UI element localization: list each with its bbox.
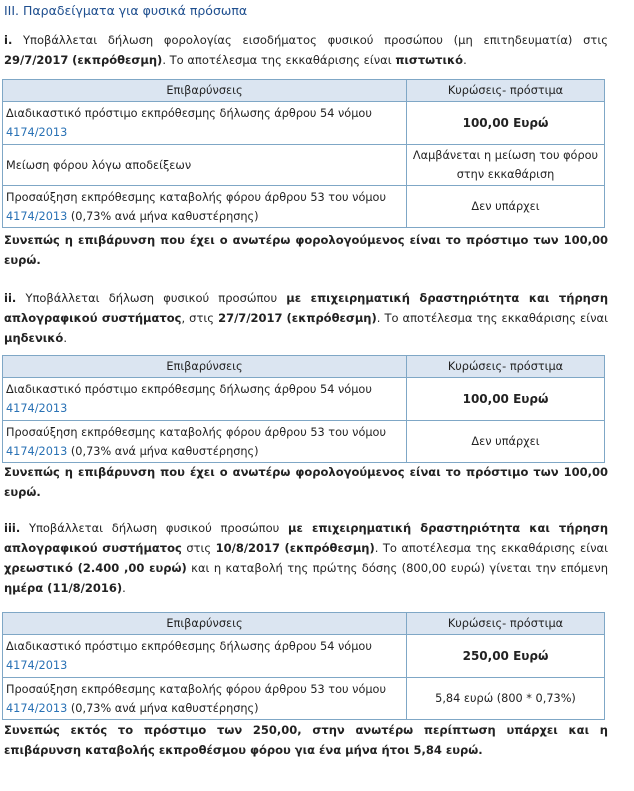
paragraph-text: στις [181,541,216,555]
paragraph-text: . [63,331,67,345]
submission-date: 10/8/2017 [215,541,281,555]
table-row [3,145,605,186]
paragraph-text: Υποβάλλεται δήλωση φυσικού προσώπου [20,521,289,535]
penalty-cell: Λαμβάνεται η μείωση του φόρου στην εκκαθάριση [407,145,605,186]
table-row [3,186,605,228]
example-2-paragraph [4,288,608,348]
next-day-label: ημέρα (11/8/2016) [4,581,123,595]
charge-text-suffix: (0,73% ανά μήνα καθυστέρησης) [67,209,259,223]
example-3-paragraph [4,518,608,598]
table-row [3,678,605,720]
charge-text-suffix: (0,73% ανά μήνα καθυστέρησης) [67,444,259,458]
paragraph-text: , στις [181,311,219,325]
result-label: μηδενικό [4,331,64,345]
result-label: πιστωτικό [395,53,464,67]
table-row [3,421,605,463]
charge-text: Διαδικαστικό πρόστιμο εκπρόθεσμης δήλωσης άρθρου 54 νόμου [6,640,372,653]
late-label: (εκπρόθεσμη) [286,311,377,325]
charge-cell [3,378,407,421]
law-link[interactable]: 4174/2013 [6,444,68,458]
example-1-paragraph [4,30,608,70]
charge-cell [3,186,407,228]
law-link[interactable]: 4174/2013 [6,402,68,415]
penalties-table-1 [2,79,605,228]
paragraph-text: και η καταβολή της πρώτης δόσης (800,00 ευρώ) γίνεται την επόμενη [186,561,608,575]
charge-cell [3,678,407,720]
penalty-cell: 100,00 Ευρώ [407,378,605,421]
paragraph-text: . Το αποτέλεσμα της εκκαθάρισης είναι [376,311,608,325]
paragraph-text: . Το αποτέλεσμα της εκκαθάρισης είναι [162,53,396,67]
charge-text: Διαδικαστικό πρόστιμο εκπρόθεσμης δήλωσης άρθρου 54 νόμου [6,107,372,120]
section-heading: ΙΙΙ. Παραδείγματα για φυσικά πρόσωπα [4,3,248,18]
header-penalties: Κυρώσεις- πρόστιμα [407,356,605,378]
penalties-table-3 [2,612,605,720]
header-charges: Επιβαρύνσεις [3,80,407,102]
submission-date: 29/7/2017 [4,53,69,67]
table-row [3,635,605,678]
example-2-conclusion: Συνεπώς η επιβάρυνση που έχει ο ανωτέρω φορολογούμενος είναι το πρόστιμο των 100,00 ευρώ. [4,465,608,499]
law-link[interactable]: 4174/2013 [6,701,68,715]
paragraph-text: Υποβάλλεται δήλωση φυσικού προσώπου [16,291,287,305]
activity-label: με επιχειρηματική δραστηριότητα και τήρηση απλογραφικού συστήματος [4,521,609,555]
submission-date: 27/7/2017 [218,311,283,325]
charge-text: Διαδικαστικό πρόστιμο εκπρόθεσμης δήλωσης άρθρου 54 νόμου [6,383,372,396]
late-label: (εκπρόθεσμη) [72,53,163,67]
charge-text: Προσαύξηση εκπρόθεσμης καταβολής φόρου άρθρου 53 του νόμου [6,682,387,696]
charge-cell [3,421,407,463]
example-number: iii. [4,521,21,535]
paragraph-text: . [463,53,467,67]
charge-text: Προσαύξηση εκπρόθεσμης καταβολής φόρου άρθρου 53 του νόμου [6,425,387,439]
penalty-cell: 5,84 ευρώ (800 * 0,73%) [407,678,605,720]
example-3-conclusion: Συνεπώς εκτός το πρόστιμο των 250,00, στην ανωτέρω περίπτωση υπάρχει και η επιβάρυνση καταβολής εκπροθέσμου φόρου για ένα μήνα ήτοι 5,84 ευρώ. [4,723,608,757]
table-header-row [3,356,605,378]
charge-text: Προσαύξηση εκπρόθεσμης καταβολής φόρου άρθρου 53 του νόμου [6,190,387,204]
penalty-cell: 250,00 Ευρώ [407,635,605,678]
activity-label: με επιχειρηματική δραστηριότητα και τήρηση απλογραφικού συστήματος [4,291,609,325]
table-header-row [3,80,605,102]
paragraph-text: Υποβάλλεται δήλωση φορολογίας εισοδήματος φυσικού προσώπου (μη επιτηδευματία) στις [12,33,608,47]
charge-text-suffix: (0,73% ανά μήνα καθυστέρησης) [67,701,259,715]
charge-text: Μείωση φόρου λόγω αποδείξεων [6,158,192,172]
penalties-table-2 [2,355,605,463]
penalty-cell: 100,00 Ευρώ [407,102,605,145]
header-penalties: Κυρώσεις- πρόστιμα [407,613,605,635]
header-charges: Επιβαρύνσεις [3,613,407,635]
charge-cell [3,145,407,186]
penalty-cell: Δεν υπάρχει [407,421,605,463]
table-header-row [3,613,605,635]
table-row [3,378,605,421]
result-label: χρεωστικό (2.400 ,00 ευρώ) [4,561,187,575]
header-charges: Επιβαρύνσεις [3,356,407,378]
law-link[interactable]: 4174/2013 [6,126,68,139]
law-link[interactable]: 4174/2013 [6,209,68,223]
charge-cell [3,102,407,145]
example-number: i. [4,33,13,47]
example-1-conclusion: Συνεπώς η επιβάρυνση που έχει ο ανωτέρω φορολογούμενος είναι το πρόστιμο των 100,00 ευρώ. [4,233,608,267]
penalty-cell: Δεν υπάρχει [407,186,605,228]
header-penalties: Κυρώσεις- πρόστιμα [407,80,605,102]
example-number: ii. [4,291,17,305]
paragraph-text: . [122,581,126,595]
paragraph-text: . Το αποτέλεσμα της εκκαθάρισης είναι [374,541,608,555]
late-label: (εκπρόθεσμη) [284,541,375,555]
table-row [3,102,605,145]
charge-cell [3,635,407,678]
law-link[interactable]: 4174/2013 [6,659,68,672]
